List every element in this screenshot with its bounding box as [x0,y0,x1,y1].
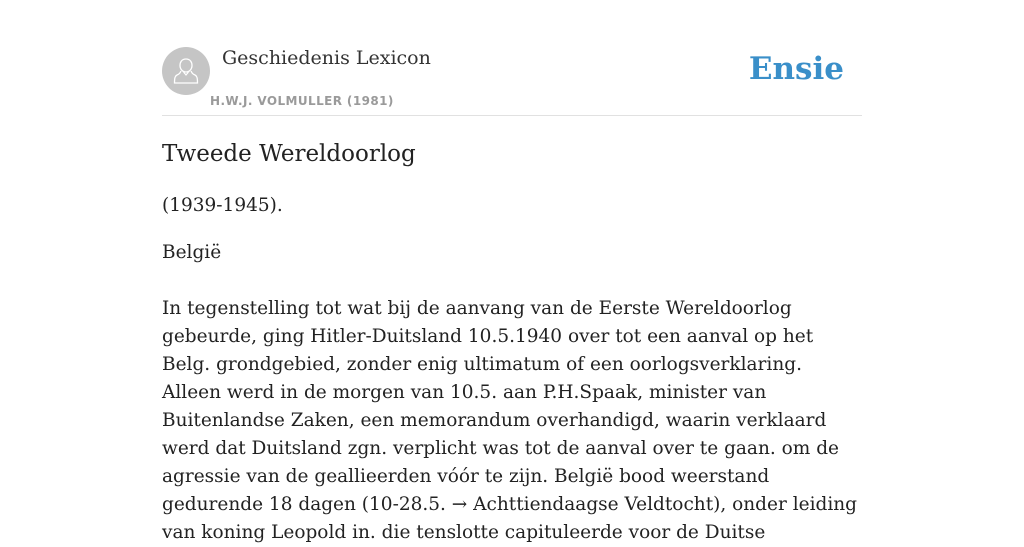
article-body: In tegenstelling tot wat bij de aanvang van de Eerste Wereldoorlog gebeurde, ging Hitler-Duitsland 10.5.1940 over tot een aanval op het Belg. grondgebied, zonder enig ultimatum of een oorlogsverklaring. Alleen werd in de morgen van 10.5. aan P.H.Spaak, minister van Buitenlandse Zaken, een memorandum overhandigd, waarin verklaard werd dat Duitsland zgn. verplicht was tot de aanval over te gaan. om de agressie van de geallieerden vóór te zijn. België bood weerstand gedurende 18 dagen (10-28.5. → Achttiendaagse Veldtocht), onder leiding van koning Leopold in. die tenslotte capituleerde voor de Duitse [162,298,857,543]
article-container [162,0,862,543]
brand-logo[interactable]: Ensie [748,51,844,87]
header [162,0,862,116]
user-avatar-icon[interactable] [162,47,210,95]
article-title: Tweede Wereldoorlog [162,141,416,167]
article-years: (1939-1945). [162,195,283,216]
lexicon-title[interactable]: Geschiedenis Lexicon [222,47,431,69]
person-outline-icon [172,56,200,86]
section-heading-belgie: België [162,242,222,263]
author-credit[interactable]: H.W.J. VOLMULLER (1981) [210,94,394,108]
